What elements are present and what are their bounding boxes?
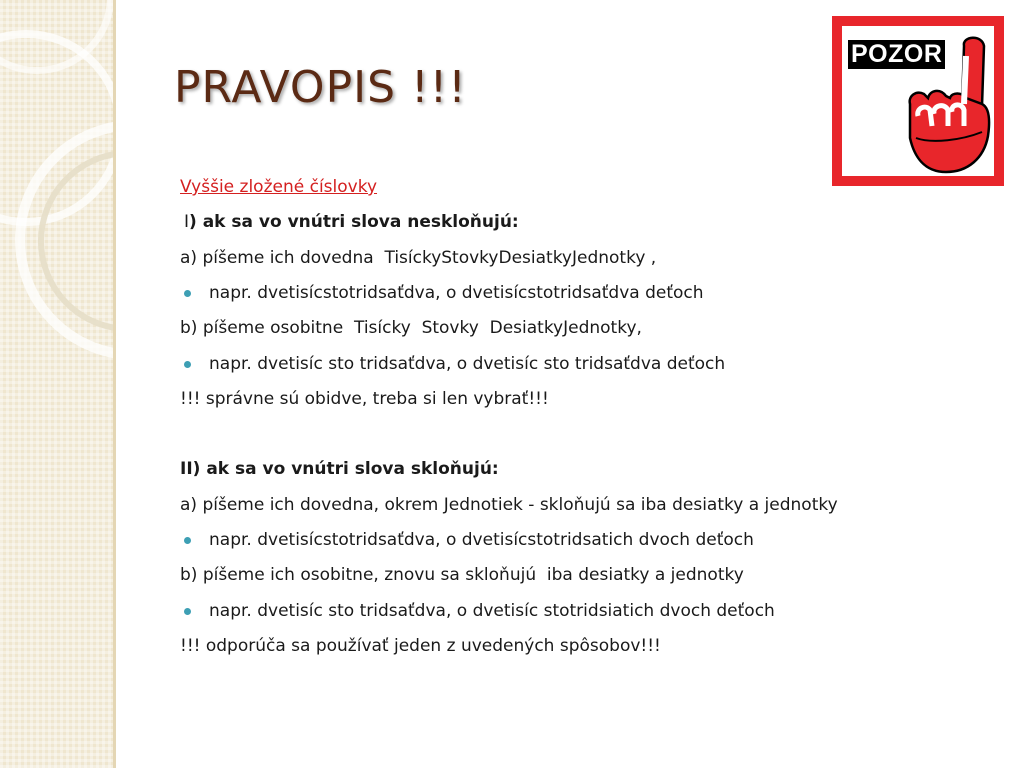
- sign-inner-panel: [842, 26, 994, 176]
- rule-line: II) ak sa vo vnútri slova skloňujú:: [180, 459, 499, 480]
- heading-text: Vyššie zložené číslovky: [180, 177, 378, 198]
- bullet-text: napr. dvetisíc sto tridsaťdva, o dvetisíc sto tridsaťdva deťoch: [209, 353, 726, 374]
- text-line: a) píšeme ich dovedna TisíckyStovkyDesiatkyJednotky ,: [180, 247, 657, 268]
- bullet-text: napr. dvetisícstotridsaťdva, o dvetisícstotridsatich dvoch deťoch: [209, 529, 754, 550]
- note-line: !!! správne sú obidve, treba si len vybrať!!!: [180, 388, 549, 409]
- bullet-item: [180, 523, 1000, 558]
- pozor-warning-sign: [832, 16, 1004, 186]
- rule-line: [180, 205, 1000, 240]
- bullet-item: [180, 594, 1000, 629]
- sidebar-edge: [113, 0, 116, 768]
- text-line: a) píšeme ich dovedna, okrem Jednotiek - skloňujú sa iba desiatky a jednotky: [180, 494, 838, 515]
- bullet-text: napr. dvetisíc sto tridsaťdva, o dvetisíc stotridsiatich dvoch deťoch: [209, 600, 775, 621]
- section-heading: [180, 170, 1000, 205]
- bullet-item: [180, 276, 1000, 311]
- bullet-icon: [184, 361, 191, 368]
- rule-prefix: I: [184, 212, 190, 233]
- bullet-icon: [184, 608, 191, 615]
- slide-title: PRAVOPIS !!!: [174, 62, 467, 113]
- text-line: b) píšeme osobitne Tisícky Stovky DesiatkyJednotky,: [180, 318, 642, 339]
- spacer: [180, 417, 1000, 452]
- text-line: b) píšeme ich osobitne, znovu sa skloňujú iba desiatky a jednotky: [180, 565, 744, 586]
- slide-body: [180, 170, 1000, 664]
- note-line: !!! odporúča sa používať jeden z uvedených spôsobov!!!: [180, 635, 661, 656]
- rule-text: ) ak sa vo vnútri slova neskloňujú:: [189, 212, 519, 233]
- decorative-sidebar: [0, 0, 113, 768]
- bullet-item: [180, 346, 1000, 381]
- bullet-icon: [184, 290, 191, 297]
- bullet-icon: [184, 537, 191, 544]
- pozor-label: POZOR: [848, 40, 945, 69]
- bullet-text: napr. dvetisícstotridsaťdva, o dvetisícstotridsaťdva deťoch: [209, 282, 704, 303]
